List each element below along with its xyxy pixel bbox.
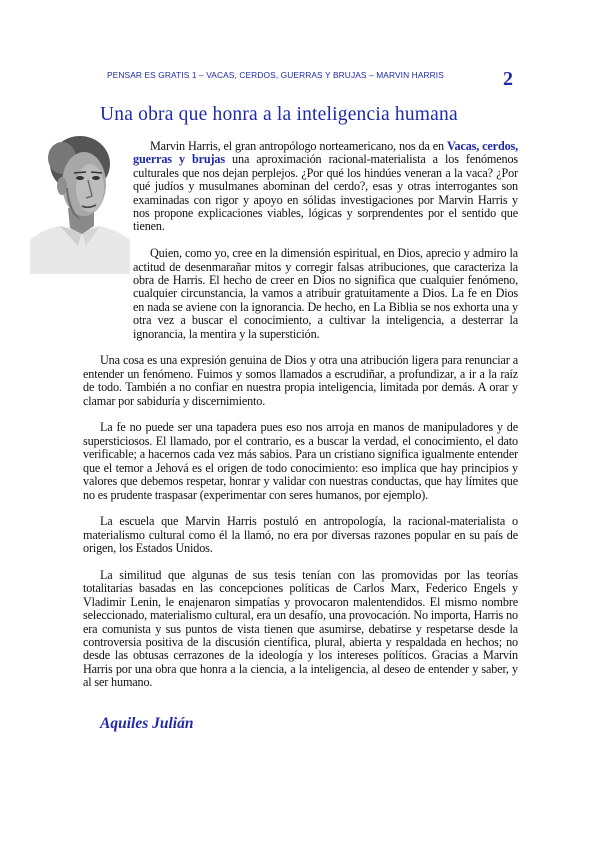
article-body [83,140,518,703]
running-header: PENSAR ES GRATIS 1 – VACAS, CERDOS, GUERRAS Y BRUJAS – MARVIN HARRIS [107,70,444,80]
page-number: 2 [503,68,513,90]
paragraph-4: La fe no puede ser una tapadera pues eso nos arroja en manos de manipuladores y de supersticiosos. El llamado, por el contrario, es a buscar la verdad, el conocimiento, el dato verificable; a hacernos cada vez más sabios. Para un cristiano significa igualmente entender que el temor a Jehová es el origen de todo conocimiento: eso implica que hay principios y valores que debemos respetar, honrar y validar con nuestras conductas, que hay límites que no es prudente traspasar (experimentar con seres humanos, por ejemplo). [83,420,518,502]
intro-rest-text: una aproximación racional-materialista a los fenómenos culturales que nos dejan perplejos. ¿Por qué los hindúes veneran a la vaca? ¿Por qué judíos y musulmanes abominan del cerdo?, esas y otras interrogantes son examinadas con rigor y apoyo en sólidas investigaciones por Marvin Harris y nos propone explicaciones viables, lógicas y sorprendentes por el sentido que tienen. [133,152,518,234]
paragraph-5: La escuela que Marvin Harris postuló en antropología, la racional-materialista o materialismo cultural como él la llamó, no era por diversas razones popular en su país de origen, los Estados Unidos. [83,514,518,556]
book-title-reference: Vacas, cerdos, guerras y brujas [133,139,519,167]
author-signature: Aquiles Julián [100,715,194,732]
paragraph-intro [83,140,518,234]
paragraph-3: Una cosa es una expresión genuina de Dios y otra una atribución ligera para renunciar a entender un fenómeno. Fuimos y somos llamados a escrudiñar, a profundizar, a ir a la raíz de todo. También a no confiar en nuestra propia inteligencia, limitada por demás. A orar y clamar por sabiduría y discernimiento. [83,353,518,408]
article-title: Una obra que honra a la inteligencia humana [100,104,458,125]
paragraph-6: La similitud que algunas de sus tesis tenían con las promovidas por las teorías totalitarias basadas en las concepciones políticas de Carlos Marx, Federico Engels y Vladimir Lenin, le enajenaron simpatías y provocaron malentendidos. El mismo nombre seleccionado, materialismo cultural, era un desafío, una provocación. No importa, Harris no era comunista y sus puntos de vista tienen que asumirse, debatirse y respetarse desde la controversia positiva de la discusión científica, plural, abierta y respaldada en hechos; no desde las obtusas cerrazones de la ideología y los intereses políticos. Gracias a Marvin Harris por una obra que honra a la ciencia, a la inteligencia, al deseo de entender y saber, y al ser humano. [83,567,518,690]
intro-lead-text: Marvin Harris, el gran antropólogo norteamericano, nos da en [150,139,447,153]
paragraph-2: Quien, como yo, cree en la dimensión espiritual, en Dios, aprecio y admiro la actitud de desenmarañar mitos y corregir falsas atribuciones, que caracteriza la obra de Harris. El hecho de creer en Dios no significa que cualquier fenómeno, cualquier circunstancia, la vamos a atribuir gratuitamente a Dios. La fe en Dios en nada se aviene con la ignorancia. De hecho, en La Biblia se nos exhorta una y otra vez a buscar el conocimiento, a cultivar la inteligencia, a desterrar la ignorancia, la mentira y la superstición. [133,246,518,341]
